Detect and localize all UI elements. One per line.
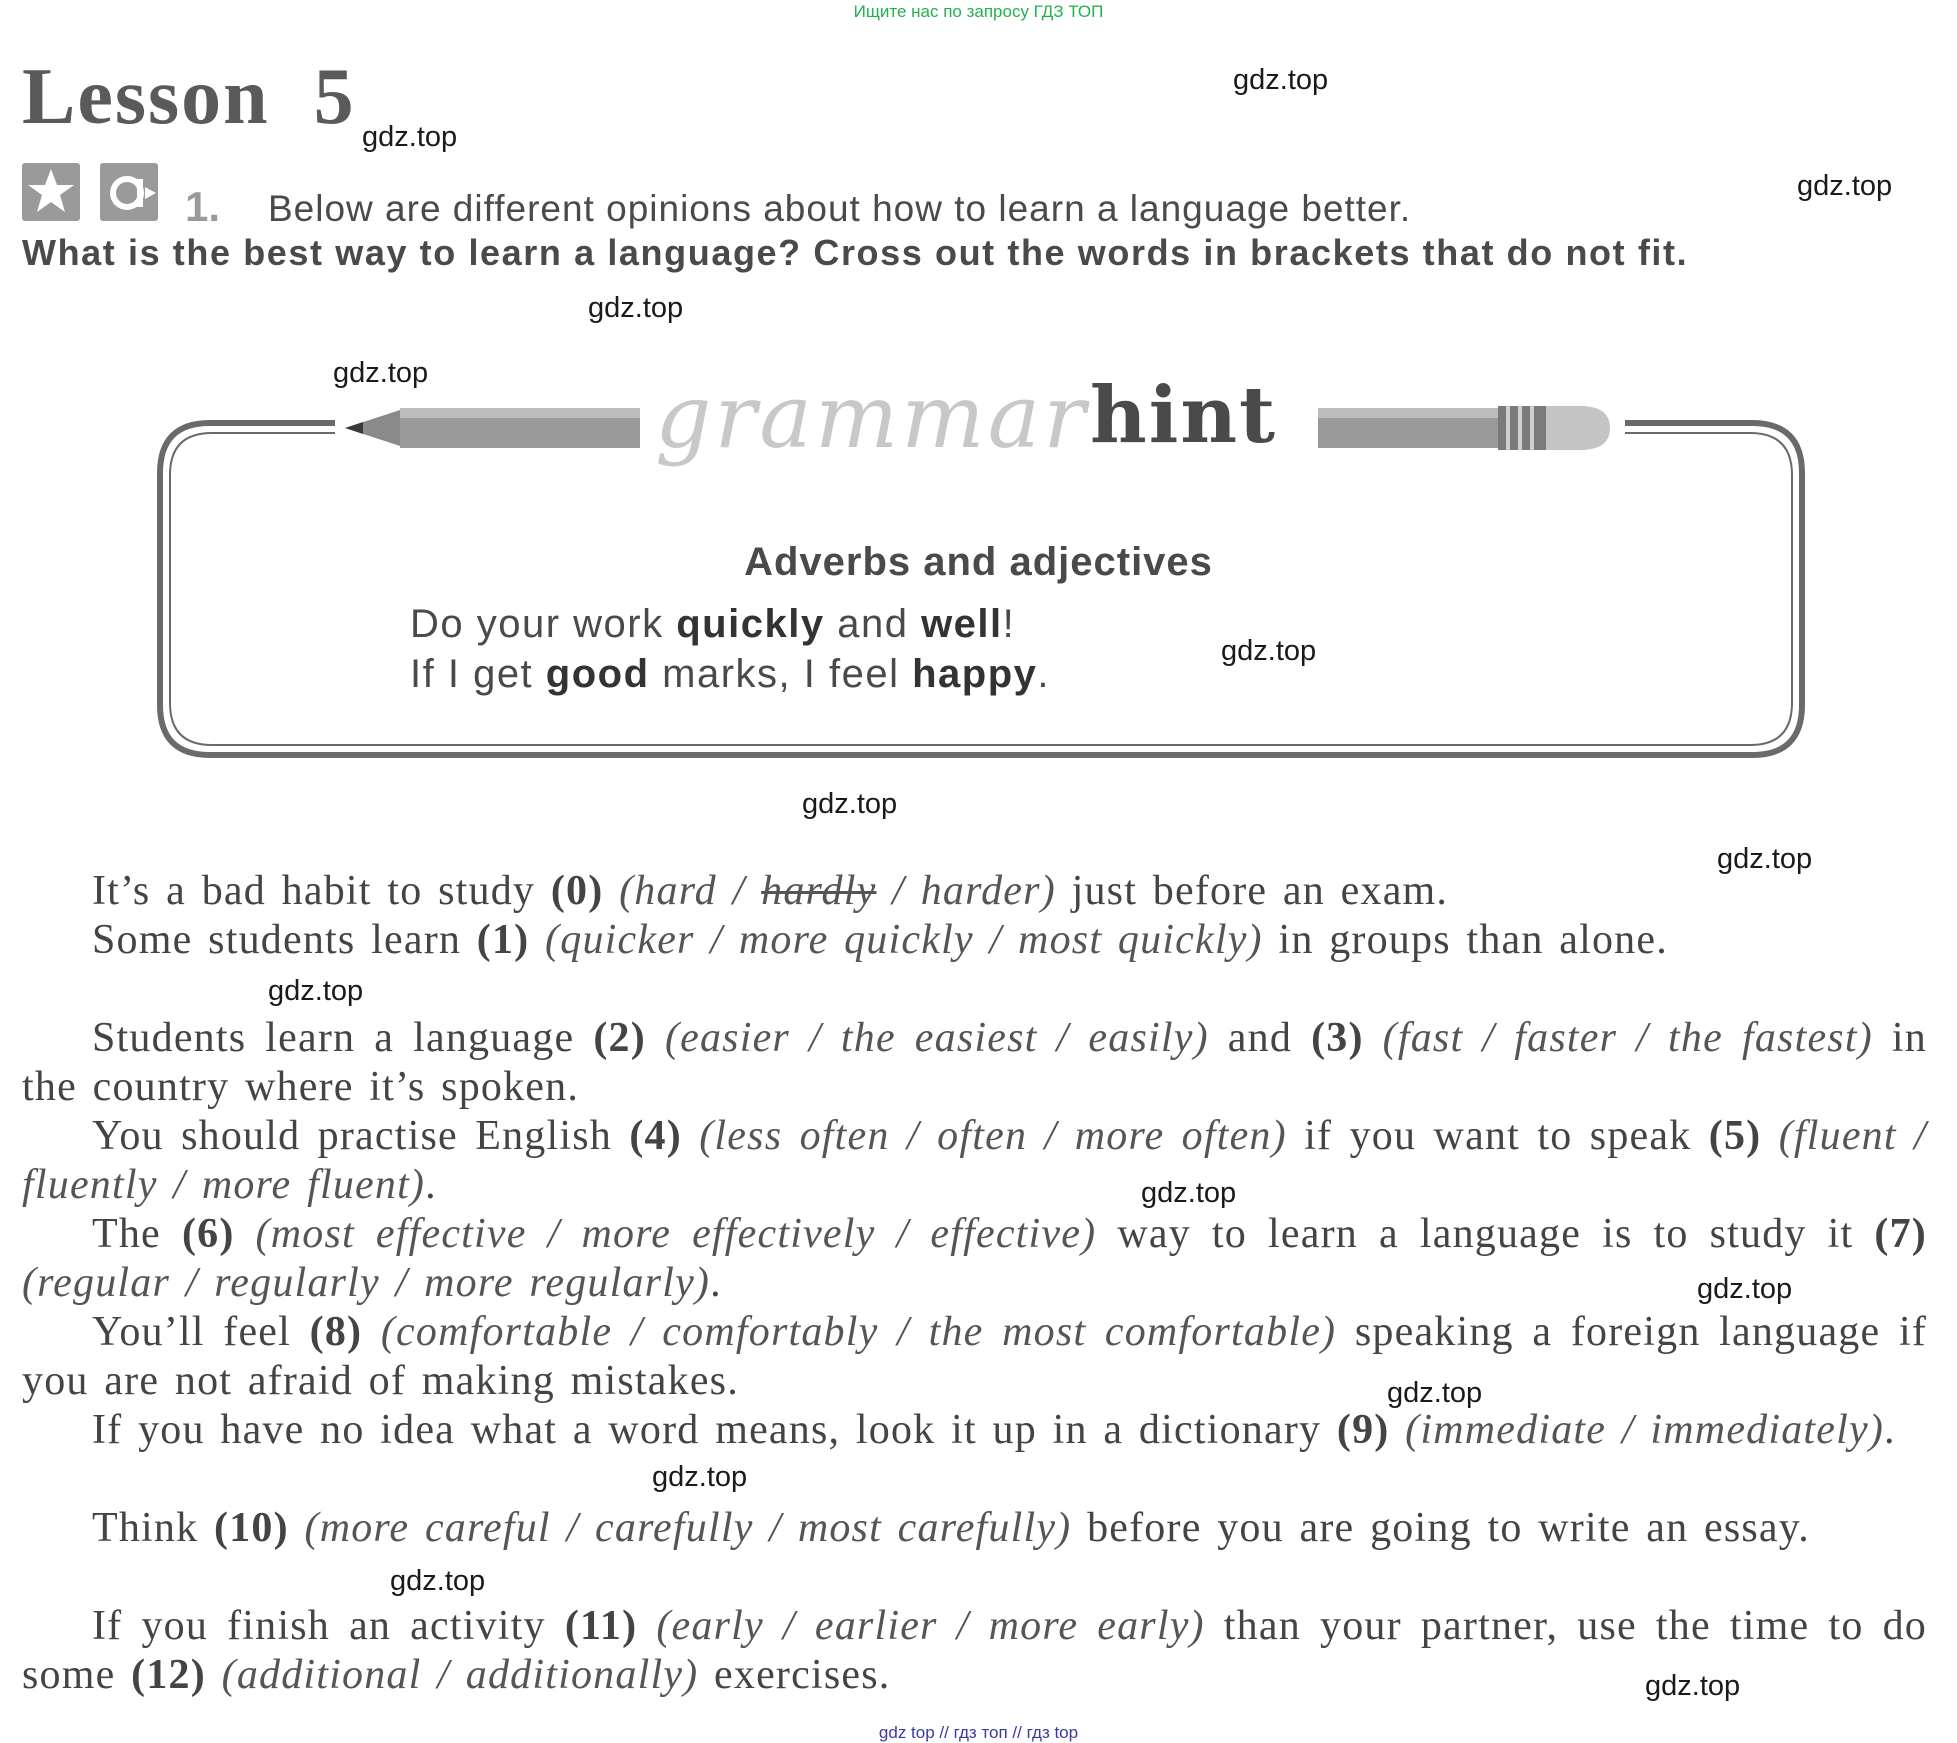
watermark: gdz.top xyxy=(1233,64,1329,96)
pencil-tip-icon xyxy=(345,400,645,456)
pencil-eraser-icon xyxy=(1318,400,1618,456)
watermark: gdz.top xyxy=(1697,1273,1793,1305)
exercise-intro: Below are different opinions about how to learn a language better. xyxy=(268,188,1412,229)
grammar-example-2: If I get good marks, I feel happy. xyxy=(410,652,1051,696)
watermark: gdz.top xyxy=(362,121,458,153)
watermark: gdz.top xyxy=(802,788,898,820)
sentence-6: If you have no idea what a word means, look it up in a dictionary (9) (immediate / immediately). xyxy=(92,1407,1896,1453)
sentence-0: It’s a bad habit to study (0) (hard / hardly / harder) just before an exam. xyxy=(92,868,1449,914)
sentence-3: You should practise English (4) (less often / often / more often) if you want to speak (5) (fluent / fluently / more fluent). xyxy=(22,1113,1927,1208)
watermark: gdz.top xyxy=(652,1461,748,1493)
grammar-hint-word: grammar xyxy=(655,365,1089,468)
grammar-hint-heading: Adverbs and adjectives xyxy=(744,540,1213,584)
footer-links: gdz top // гдз топ // гдз top xyxy=(878,1723,1079,1742)
watermark: gdz.top xyxy=(1797,170,1893,202)
sentence-5: You’ll feel (8) (comfortable / comfortably / the most comfortable) speaking a foreign language if you are not afraid of making mistakes. xyxy=(22,1309,1928,1404)
watermark: gdz.top xyxy=(390,1565,486,1597)
watermark: gdz.top xyxy=(588,292,684,324)
watermark: gdz.top xyxy=(1387,1377,1483,1409)
watermark: gdz.top xyxy=(268,975,364,1007)
crossed-out-word: hardly xyxy=(761,868,877,914)
hint-word: hint xyxy=(1090,370,1278,461)
watermark: gdz.top xyxy=(1645,1670,1741,1702)
watermark: gdz.top xyxy=(1717,843,1813,875)
sentence-7: Think (10) (more careful / carefully / most carefully) before you are going to write an essay. xyxy=(92,1505,1810,1551)
watermark: gdz.top xyxy=(333,357,429,389)
sentence-1: Some students learn (1) (quicker / more quickly / most quickly) in groups than alone. xyxy=(92,917,1668,963)
lesson-title: Lesson 5 xyxy=(22,53,356,141)
grammar-example-1: Do your work quickly and well! xyxy=(410,602,1016,646)
watermark: gdz.top xyxy=(1221,635,1317,667)
sentence-8: If you finish an activity (11) (early / earlier / more early) than your partner, use the time to do some (12) (additional / additionally) exercises. xyxy=(22,1603,1927,1698)
sentence-2: Students learn a language (2) (easier / the easiest / easily) and (3) (fast / faster / the fastest) in the country where it’s spoken. xyxy=(22,1015,1927,1110)
sentence-4: The (6) (most effective / more effectively / effective) way to learn a language is to study it (7) (regular / regularly / more regularly). xyxy=(22,1211,1927,1306)
watermark: gdz.top xyxy=(1141,1177,1237,1209)
exercise-instruction: What is the best way to learn a language? Cross out the words in brackets that do not fit. xyxy=(22,232,1689,273)
exercise-number: 1. xyxy=(185,183,221,230)
top-banner: Ищите нас по запросу ГДЗ ТОП xyxy=(853,2,1104,21)
